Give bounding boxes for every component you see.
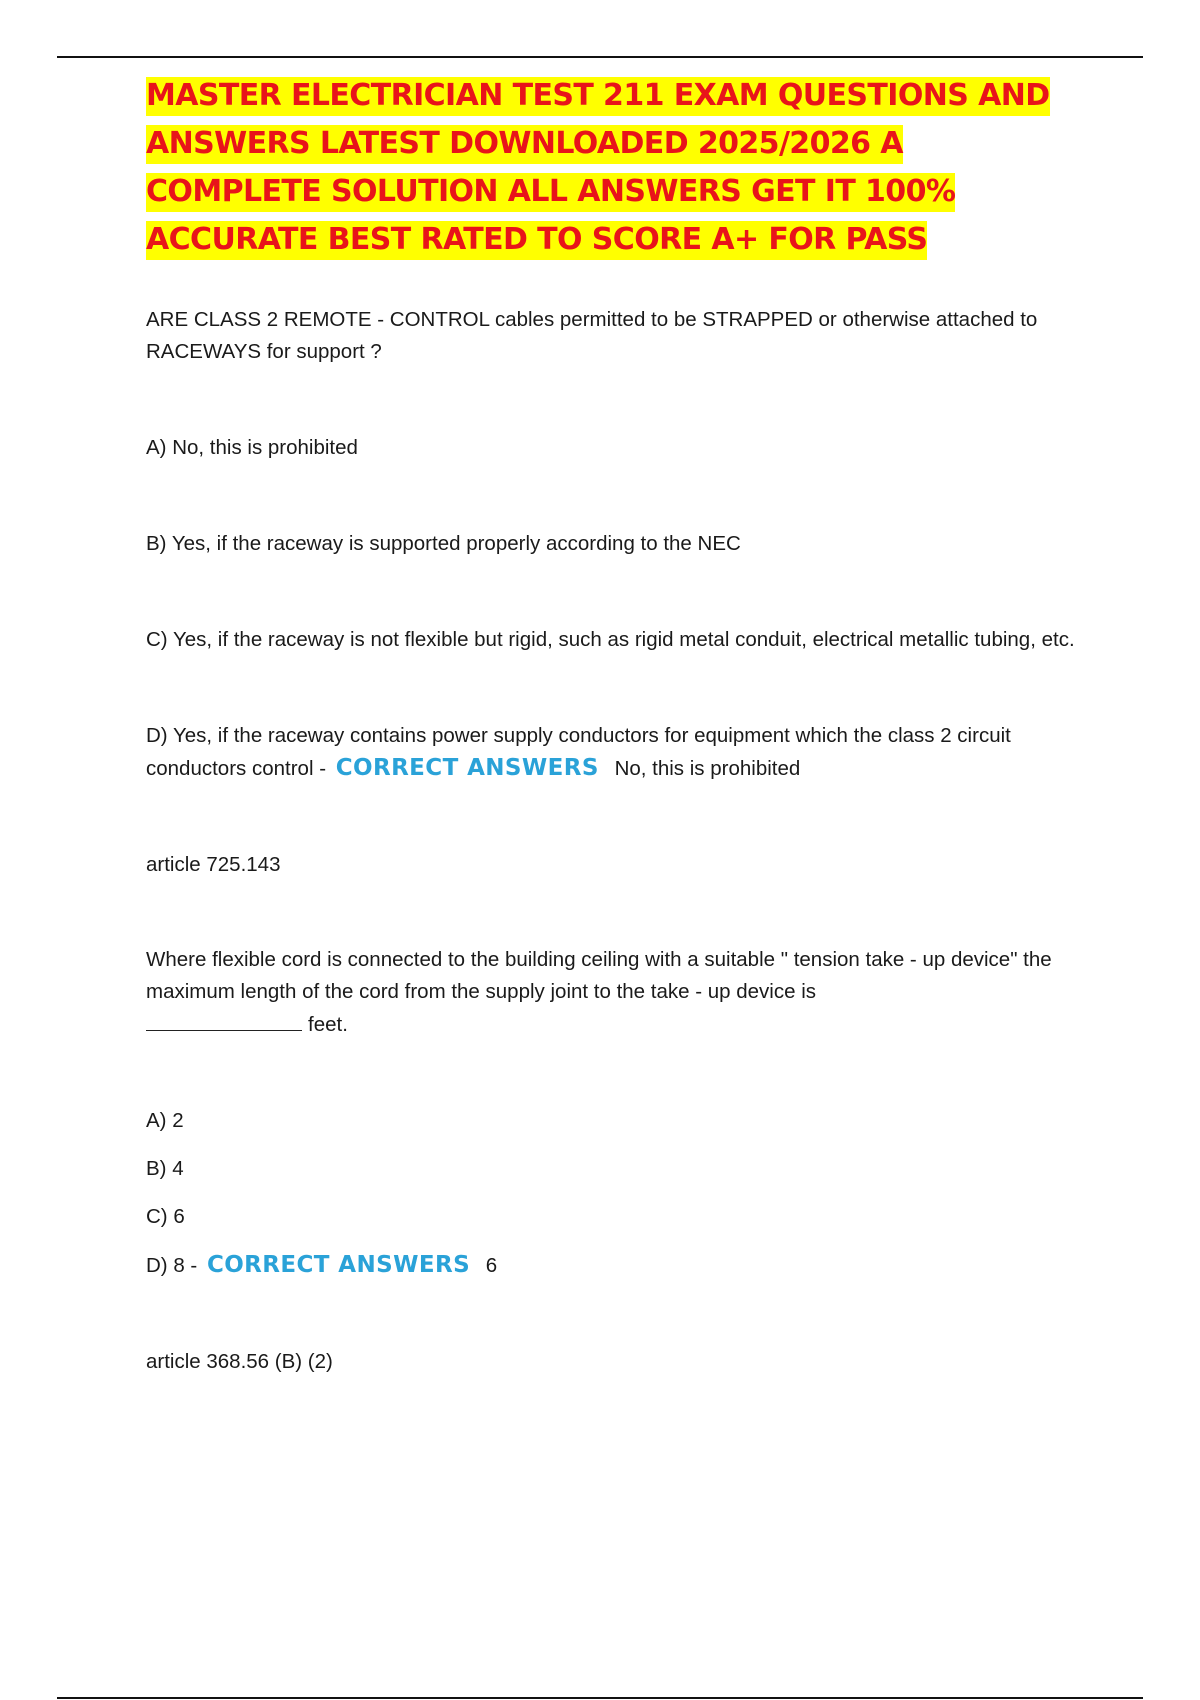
q2-option-d-line — [146, 1249, 1086, 1282]
q2-correct-answers-label: CORRECT ANSWERS — [206, 1252, 471, 1278]
q1-option-b: B) Yes, if the raceway is supported properly according to the NEC — [146, 532, 741, 555]
q2-option-c: C) 6 — [146, 1205, 185, 1228]
q1-option-c: C) Yes, if the raceway is not flexible but rigid, such as rigid metal conduit, electrical metallic tubing, etc. — [146, 628, 1075, 651]
q2-option-d: D) 8 - — [146, 1254, 198, 1277]
bottom-rule — [57, 1697, 1143, 1699]
q2-answer: 6 — [485, 1254, 498, 1277]
q1-option-a: A) No, this is prohibited — [146, 436, 358, 459]
q2-reference: article 368.56 (B) (2) — [146, 1350, 333, 1373]
document-title-text: MASTER ELECTRICIAN TEST 211 EXAM QUESTIONS AND ANSWERS LATEST DOWNLOADED 2025/2026 A COMPLETE SOLUTION ALL ANSWERS GET IT 100% ACCURATE BEST RATED TO SCORE A+ FOR PASS — [146, 77, 1050, 260]
q2-question-block — [146, 944, 1086, 1041]
q1-correct-answers-label: CORRECT ANSWERS — [335, 755, 599, 781]
q2-option-a: A) 2 — [146, 1109, 184, 1132]
q1-question: ARE CLASS 2 REMOTE - CONTROL cables permitted to be STRAPPED or otherwise attached to RACEWAYS for support ? — [146, 308, 1038, 363]
q1-answer: No, this is prohibited — [614, 757, 801, 780]
q2-answer-blank — [146, 1008, 302, 1031]
document-body — [146, 72, 1086, 1378]
q2-question: Where flexible cord is connected to the building ceiling with a suitable " tension take - up device" the maximum length of the cord from the supply joint to the take - up device is — [146, 948, 1052, 1003]
q2-question-tail: feet. — [308, 1013, 348, 1036]
document-title — [146, 72, 1086, 264]
q1-option-d: D) Yes, if the raceway contains power supply conductors for equipment which the class 2 circuit conductors control - — [146, 724, 1011, 780]
q1-option-d-line — [146, 720, 1086, 785]
q2-option-b: B) 4 — [146, 1157, 184, 1180]
top-rule — [57, 56, 1143, 58]
q1-reference: article 725.143 — [146, 853, 281, 876]
